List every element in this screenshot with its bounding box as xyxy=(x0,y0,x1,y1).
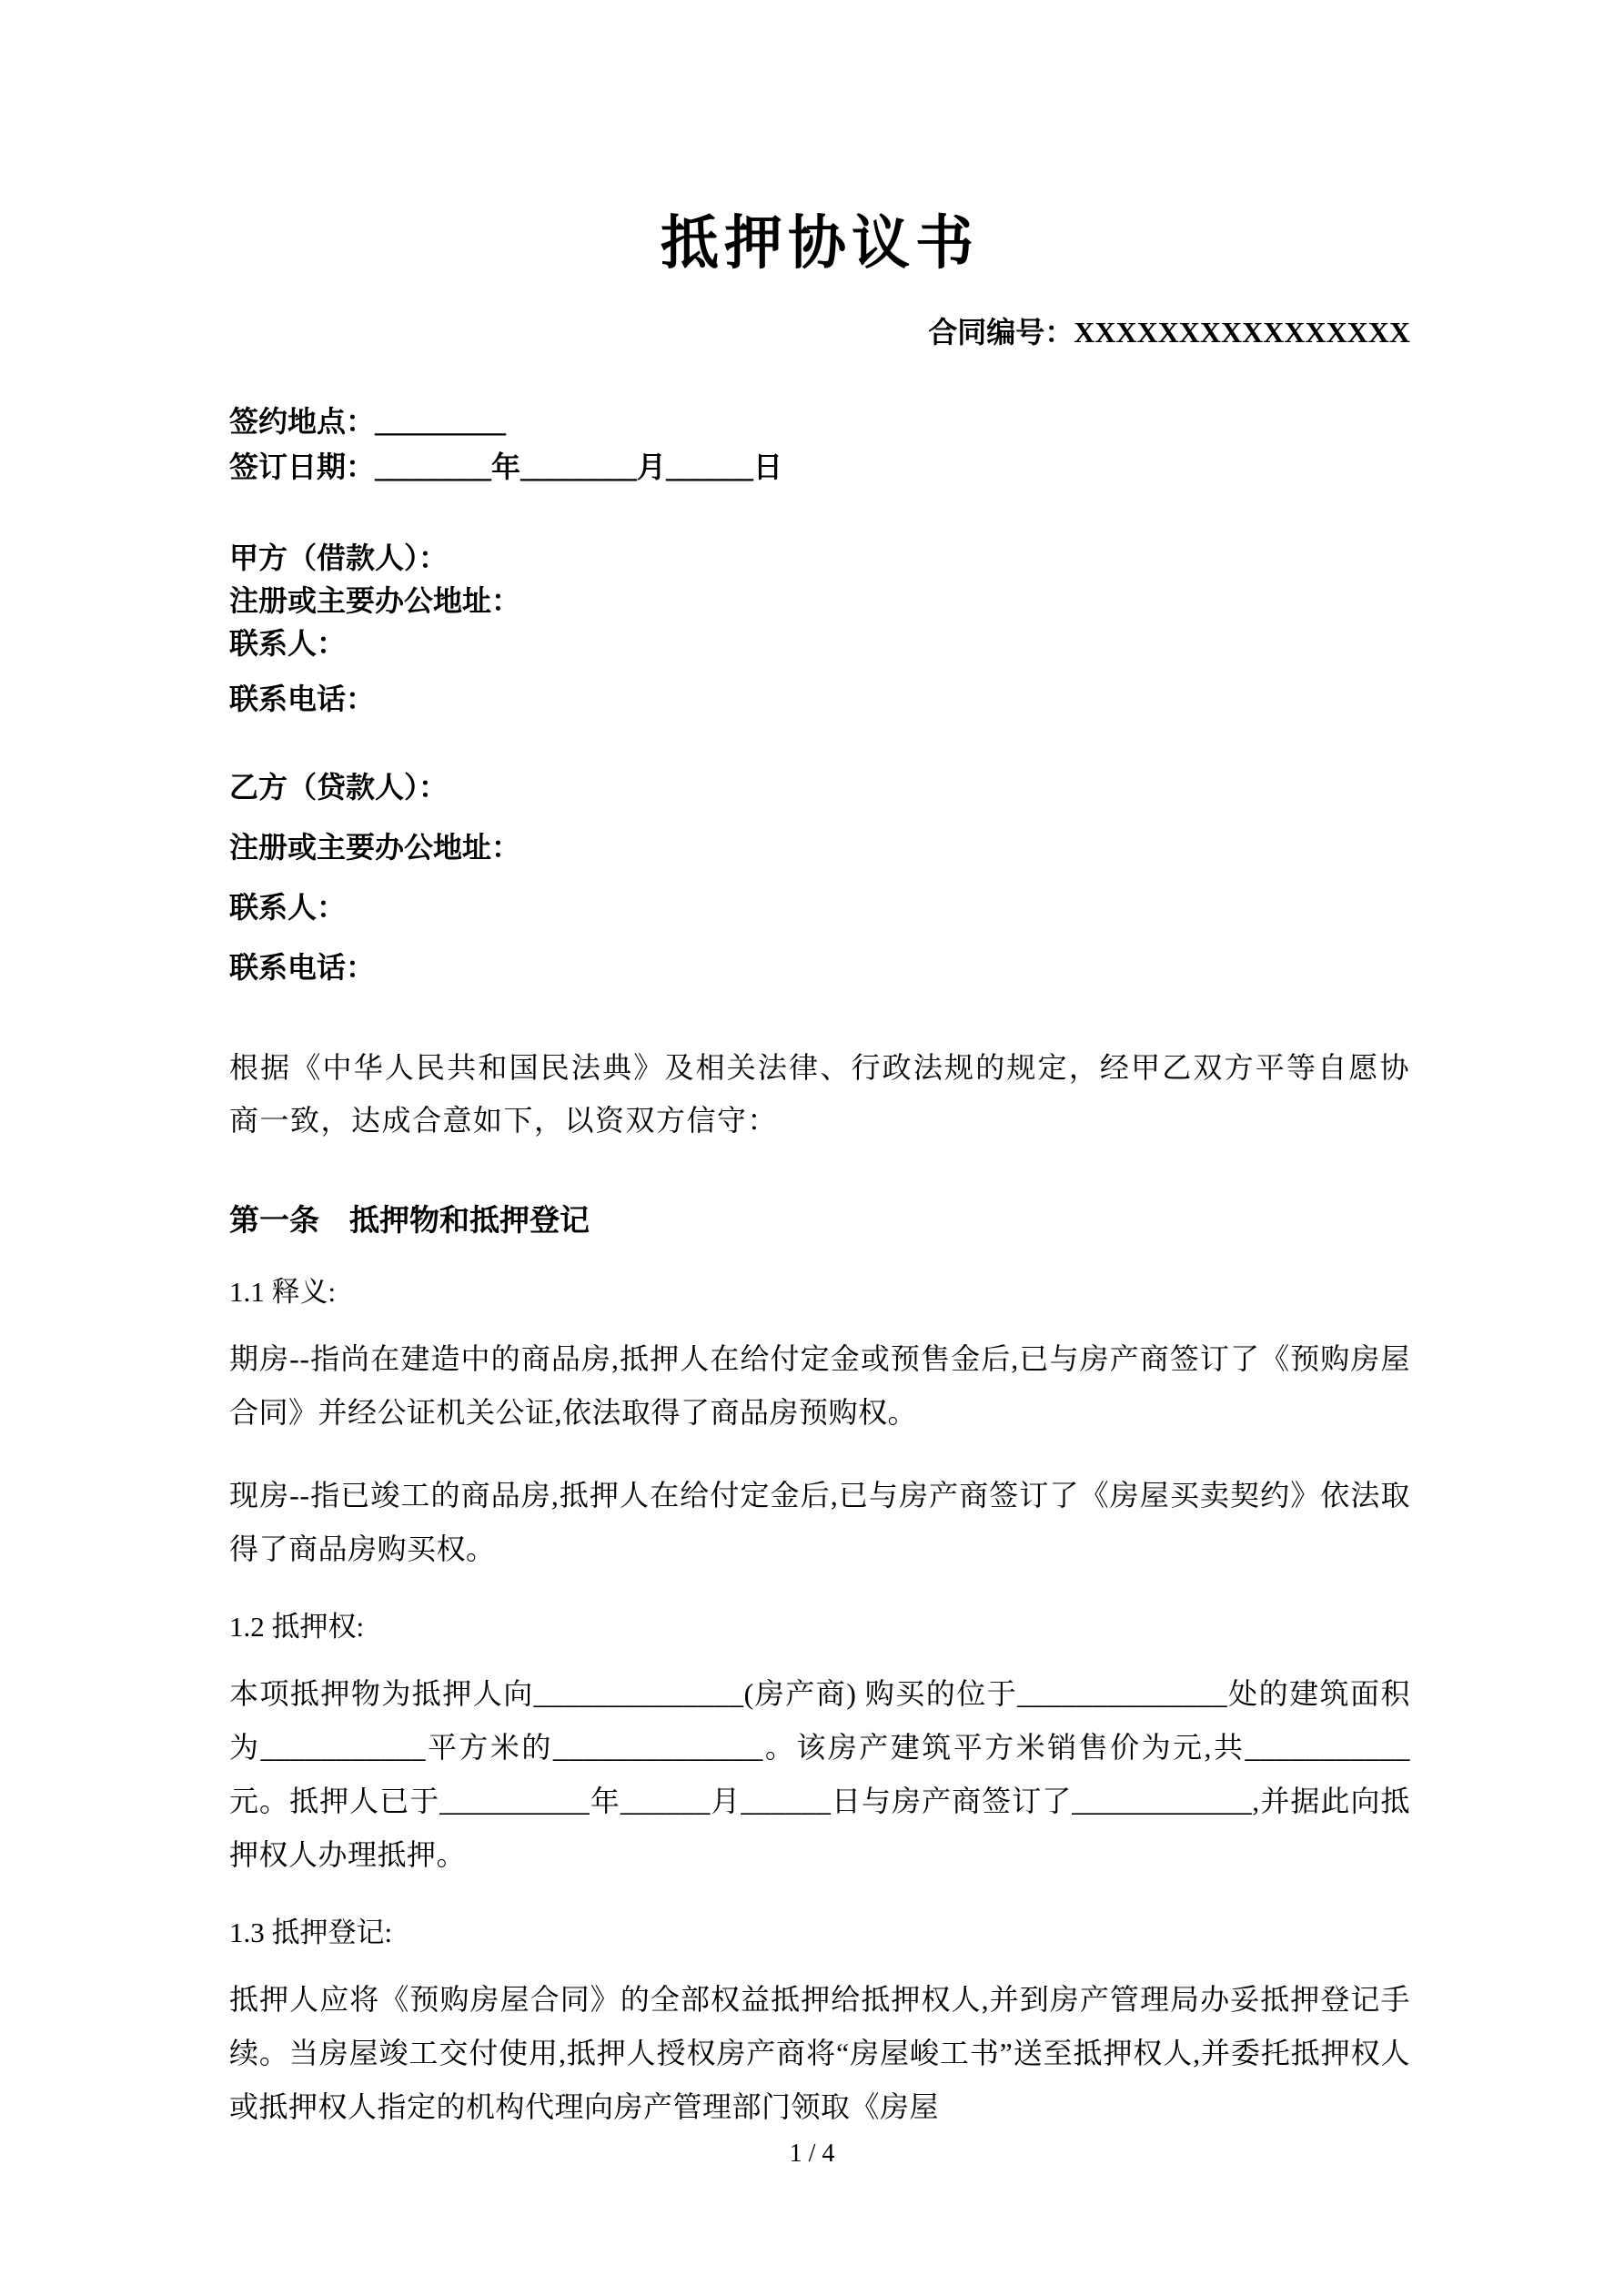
page-number-footer: 1 / 4 xyxy=(789,2139,835,2168)
sign-date-month-label: 月 xyxy=(637,450,667,483)
sign-date-month-blank: ________ xyxy=(520,450,638,483)
sign-location-label: 签约地点： xyxy=(229,405,376,438)
party-b-contact-label: 联系人： xyxy=(229,891,347,924)
signing-block xyxy=(229,399,1410,490)
document-title: 抵押协议书 xyxy=(661,211,979,276)
sign-date-day-blank: ______ xyxy=(666,450,754,483)
party-b-phone-label: 联系电话： xyxy=(229,951,376,984)
party-a-address-label: 注册或主要办公地址： xyxy=(229,584,521,617)
clause-1-3-paragraph: 抵押人应将《预购房屋合同》的全部权益抵押给抵押权人,并到房产管理局办妥抵押登记手续。当房屋竣工交付使用,抵押人授权房产商将“房屋峻工书”送至抵押权人,并委托抵押权人或抵押权人指定的机构代理向房产管理部门领取《房屋 xyxy=(229,1983,1410,2123)
sign-date-year-label: 年 xyxy=(491,450,521,483)
clause-1-1-paragraph-qifang: 期房--指尚在建造中的商品房,抵押人在给付定金或预售金后,已与房产商签订了《预购房屋合同》并经公证机关公证,依法取得了商品房预购权。 xyxy=(229,1342,1410,1429)
clause-1-2-label: 1.2 抵押权: xyxy=(229,1611,365,1643)
clause-1-1-label: 1.1 释义: xyxy=(229,1276,337,1308)
contract-number-value: XXXXXXXXXXXXXXXX xyxy=(1074,316,1410,349)
sign-date-day-label: 日 xyxy=(753,450,783,483)
party-a-title: 甲方（借款人）： xyxy=(229,541,449,574)
preamble-paragraph: 根据《中华人民共和国民法典》及相关法律、行政法规的规定，经甲乙双方平等自愿协商一致，达成合意如下，以资双方信守： xyxy=(229,1051,1410,1137)
sign-date-label: 签订日期： xyxy=(229,450,376,483)
sign-location-blank: _________ xyxy=(375,405,507,438)
sign-date-year-blank: ________ xyxy=(375,450,492,483)
clause-1-2-paragraph: 本项抵押物为抵押人向______________(房产商) 购买的位于______________处的建筑面积为___________平方米的______________。该房产建筑平方米销售价为元,共___________元。抵押人已于__________年______月______日与房产商签订了____________,并据此向抵押权人办理抵押。 xyxy=(229,1677,1410,1871)
contract-number-line xyxy=(229,313,1410,351)
sign-date-line xyxy=(229,444,1410,490)
sign-location-line xyxy=(229,399,1410,444)
party-a-section xyxy=(229,537,1410,721)
party-b-title: 乙方（贷款人）： xyxy=(229,771,449,804)
party-a-phone-label: 联系电话： xyxy=(229,683,376,715)
contract-number-label: 合同编号： xyxy=(928,316,1074,349)
party-b-section xyxy=(229,757,1410,997)
clause-1-1-paragraph-xianfang: 现房--指已竣工的商品房,抵押人在给付定金后,已与房产商签订了《房屋买卖契约》依法取得了商品房购买权。 xyxy=(229,1479,1410,1565)
party-a-contact-label: 联系人： xyxy=(229,627,347,660)
party-b-address-label: 注册或主要办公地址： xyxy=(229,831,521,864)
clause-1-3-label: 1.3 抵押登记: xyxy=(229,1917,393,1948)
article-1-heading: 第一条 抵押物和抵押登记 xyxy=(229,1205,590,1238)
